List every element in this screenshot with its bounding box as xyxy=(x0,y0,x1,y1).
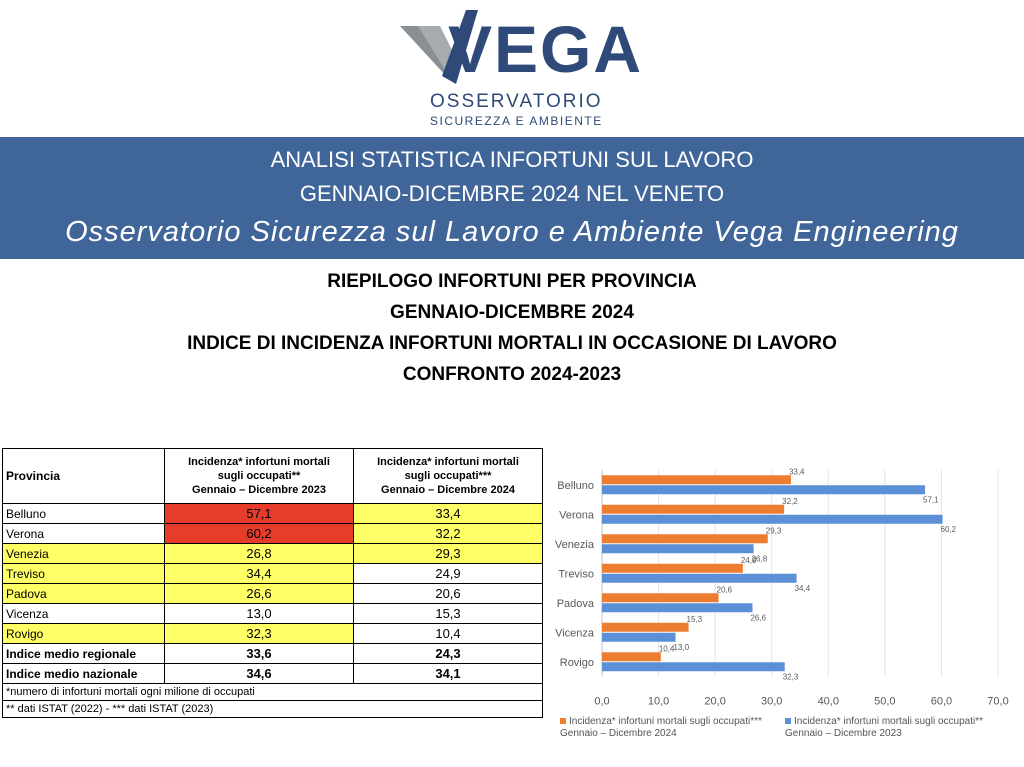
data-label: 26,6 xyxy=(750,613,767,623)
bar xyxy=(602,505,784,514)
national-2023: 34,6 xyxy=(165,664,354,684)
data-label: 29,3 xyxy=(765,526,782,536)
row-province: Venezia xyxy=(3,544,165,564)
row-value-2024: 32,2 xyxy=(354,524,543,544)
title-banner xyxy=(0,137,1024,259)
row-province: Treviso xyxy=(3,564,165,584)
table-row xyxy=(3,544,543,564)
header-2024-line1: Incidenza* infortuni mortali xyxy=(377,456,519,468)
row-province: Rovigo xyxy=(3,624,165,644)
x-tick-label: 0,0 xyxy=(594,695,610,708)
x-tick-label: 20,0 xyxy=(704,695,726,708)
row-value-2024: 24,9 xyxy=(354,564,543,584)
logo-wordmark: VEGA xyxy=(448,12,644,86)
bar xyxy=(602,485,925,494)
legend-2023-line1: Incidenza* infortuni mortali sugli occupati** xyxy=(794,716,983,727)
bar xyxy=(602,652,661,661)
data-label: 33,4 xyxy=(788,467,805,477)
row-value-2023: 13,0 xyxy=(165,604,354,624)
row-value-2023: 34,4 xyxy=(165,564,354,584)
row-value-2023: 60,2 xyxy=(165,524,354,544)
category-label: Belluno xyxy=(557,479,594,492)
category-label: Padova xyxy=(556,597,594,610)
data-label: 57,1 xyxy=(923,495,939,505)
header-province: Provincia xyxy=(3,449,165,504)
bar xyxy=(602,603,752,612)
row-province: Vicenza xyxy=(3,604,165,624)
category-label: Rovigo xyxy=(559,656,594,669)
table-row xyxy=(3,564,543,584)
bar xyxy=(602,544,754,553)
data-label: 15,3 xyxy=(686,614,703,624)
banner-line-3: Osservatorio Sicurezza sul Lavoro e Ambiente Vega Engineering xyxy=(65,216,959,248)
table-row xyxy=(3,584,543,604)
table-row xyxy=(3,524,543,544)
row-value-2023: 26,6 xyxy=(165,584,354,604)
header-2024-line3: Gennaio – Dicembre 2024 xyxy=(381,484,515,496)
header-2023-line3: Gennaio – Dicembre 2023 xyxy=(192,484,326,496)
header-2023-line2: sugli occupati** xyxy=(217,470,301,482)
row-value-2024: 29,3 xyxy=(354,544,543,564)
table-header-row xyxy=(3,449,543,504)
legend-2024-line2: Gennaio – Dicembre 2024 xyxy=(560,728,677,739)
heading-line-3: INDICE DI INCIDENZA INFORTUNI MORTALI IN OCCASIONE DI LAVORO xyxy=(187,333,837,354)
data-label: 32,2 xyxy=(782,496,798,506)
incidence-table xyxy=(2,448,543,718)
table-row xyxy=(3,504,543,524)
category-label: Venezia xyxy=(554,538,594,551)
bar xyxy=(602,633,676,642)
heading-line-1: RIEPILOGO INFORTUNI PER PROVINCIA xyxy=(327,271,697,292)
logo-tagline: SICUREZZA E AMBIENTE xyxy=(430,114,603,128)
bar xyxy=(602,534,768,543)
data-label: 24,9 xyxy=(740,555,757,565)
legend-2023 xyxy=(785,716,983,740)
heading-line-2: GENNAIO-DICEMBRE 2024 xyxy=(390,302,634,323)
legend-2024 xyxy=(560,716,762,740)
data-label: 26,8 xyxy=(751,554,768,564)
data-label: 10,4 xyxy=(658,644,675,654)
legend-2023-line2: Gennaio – Dicembre 2023 xyxy=(785,728,902,739)
header-2024 xyxy=(354,449,543,504)
regional-2023: 33,6 xyxy=(165,644,354,664)
note-1: *numero di infortuni mortali ogni milione di occupati xyxy=(3,684,543,701)
data-label: 13,0 xyxy=(673,642,690,652)
table-row xyxy=(3,604,543,624)
table-row-regional xyxy=(3,644,543,664)
table-note-row xyxy=(3,684,543,701)
regional-2024: 24,3 xyxy=(354,644,543,664)
row-province: Padova xyxy=(3,584,165,604)
row-province: Verona xyxy=(3,524,165,544)
row-value-2023: 26,8 xyxy=(165,544,354,564)
row-value-2024: 20,6 xyxy=(354,584,543,604)
banner-line-1: ANALISI STATISTICA INFORTUNI SUL LAVORO xyxy=(270,147,754,172)
bar xyxy=(602,475,791,484)
bar xyxy=(602,593,719,602)
x-tick-label: 60,0 xyxy=(930,695,953,708)
bar xyxy=(602,515,943,524)
legend-swatch-2024 xyxy=(560,718,566,724)
legend-swatch-2023 xyxy=(785,718,791,724)
bar xyxy=(602,662,785,671)
regional-label: Indice medio regionale xyxy=(3,644,165,664)
banner-line-2: GENNAIO-DICEMBRE 2024 NEL VENETO xyxy=(299,181,725,206)
table-row xyxy=(3,624,543,644)
bar xyxy=(602,623,689,632)
row-value-2024: 15,3 xyxy=(354,604,543,624)
row-province: Belluno xyxy=(3,504,165,524)
data-label: 20,6 xyxy=(716,585,733,595)
data-label: 60,2 xyxy=(940,524,957,534)
x-tick-label: 40,0 xyxy=(817,695,839,708)
x-tick-label: 10,0 xyxy=(647,695,670,708)
logo-subtitle: OSSERVATORIO xyxy=(430,91,603,112)
category-label: Verona xyxy=(559,509,594,522)
header-2023-line1: Incidenza* infortuni mortali xyxy=(188,456,330,468)
national-2024: 34,1 xyxy=(354,664,543,684)
row-value-2023: 57,1 xyxy=(165,504,354,524)
vega-logo xyxy=(396,6,644,132)
table-note-row xyxy=(3,701,543,718)
heading-line-4: CONFRONTO 2024-2023 xyxy=(402,364,622,385)
x-tick-label: 30,0 xyxy=(761,695,783,708)
bar xyxy=(602,574,797,583)
data-label: 32,3 xyxy=(782,672,799,682)
x-tick-label: 70,0 xyxy=(987,695,1009,708)
category-label: Treviso xyxy=(558,568,594,581)
table-row-national xyxy=(3,664,543,684)
row-value-2023: 32,3 xyxy=(165,624,354,644)
data-label: 34,4 xyxy=(794,583,811,593)
category-label: Vicenza xyxy=(555,627,594,640)
row-value-2024: 33,4 xyxy=(354,504,543,524)
x-tick-label: 50,0 xyxy=(874,695,896,708)
incidence-bar-chart xyxy=(545,460,1020,710)
header-2023 xyxy=(165,449,354,504)
row-value-2024: 10,4 xyxy=(354,624,543,644)
national-label: Indice medio nazionale xyxy=(3,664,165,684)
header-2024-line2: sugli occupati*** xyxy=(404,470,492,482)
note-2: ** dati ISTAT (2022) - *** dati ISTAT (2023) xyxy=(3,701,543,718)
bar xyxy=(602,564,743,573)
legend-2024-line1: Incidenza* infortuni mortali sugli occupati*** xyxy=(569,716,762,727)
